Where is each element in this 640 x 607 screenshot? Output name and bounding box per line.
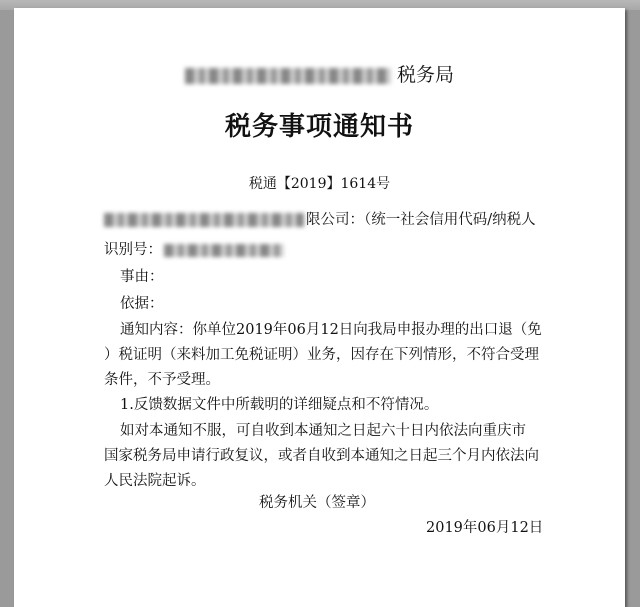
redacted-company-name xyxy=(104,213,304,227)
document-page xyxy=(14,8,625,607)
appeal-line-3: 人民法院起诉。 xyxy=(104,473,206,489)
basis-label: 依据： xyxy=(120,296,164,312)
notice-line-1: 通知内容：你单位2019年06月12日向我局申报办理的出口退（免 xyxy=(120,322,542,338)
document-title: 税务事项通知书 xyxy=(224,112,414,142)
appeal-line-2: 国家税务局申请行政复议，或者自收到本通知之日起三个月内依法向 xyxy=(104,448,539,464)
issue-date: 2019年06月12日 xyxy=(426,520,544,536)
notice-line-2: ）税证明（来料加工免税证明）业务，因存在下列情形，不符合受理 xyxy=(104,347,539,363)
document-number: 税通【2019】1614号 xyxy=(248,176,391,192)
notice-line-3: 条件，不予受理。 xyxy=(104,372,220,388)
recipient-line xyxy=(104,207,536,233)
signature-line: 税务机关（签章） xyxy=(259,495,375,511)
issuing-office xyxy=(14,60,625,87)
taxid-label: 识别号： xyxy=(104,242,162,258)
taxid-line xyxy=(104,237,284,263)
recipient-suffix: 限公司：（统一社会信用代码/纳税人 xyxy=(306,212,536,228)
item-1: 1.反馈数据文件中所载明的详细疑点和不符情况。 xyxy=(120,397,439,413)
appeal-line-1: 如对本通知不服，可自收到本通知之日起六十日内依法向重庆市 xyxy=(120,423,526,439)
redacted-taxid xyxy=(164,244,284,257)
office-suffix: 税务局 xyxy=(396,64,454,86)
redacted-office-name xyxy=(185,68,391,84)
reason-label: 事由： xyxy=(120,269,164,285)
